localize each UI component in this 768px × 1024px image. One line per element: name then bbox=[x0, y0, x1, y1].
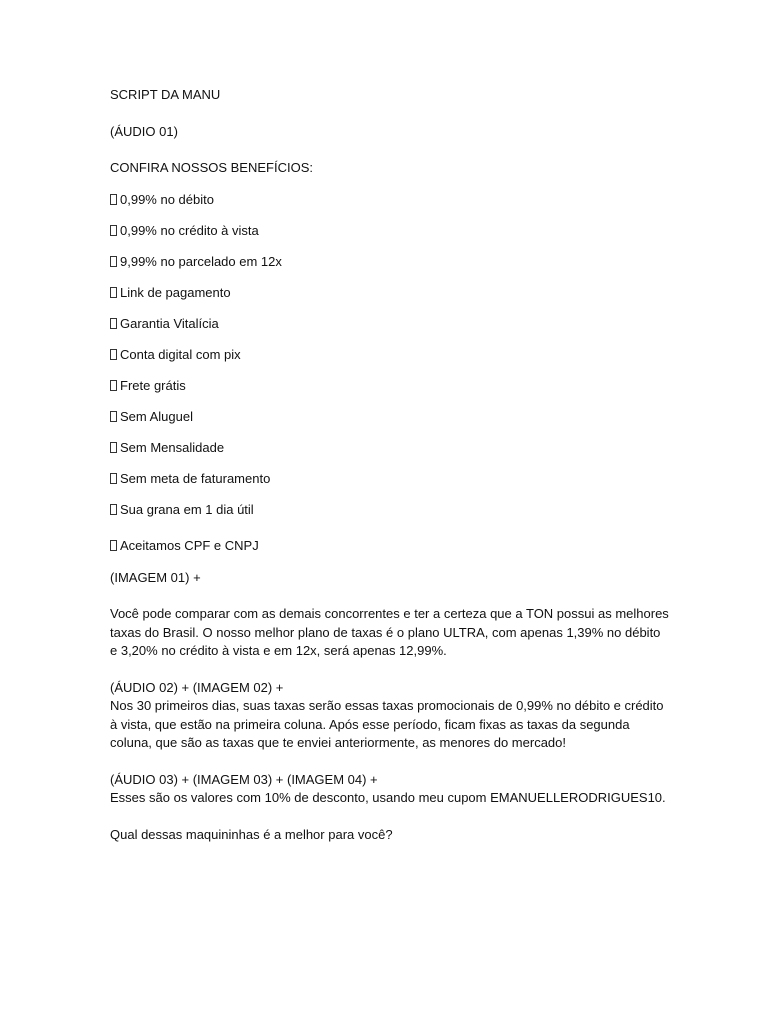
benefit-item bbox=[110, 191, 670, 210]
benefit-item bbox=[110, 284, 670, 303]
benefit-text: 0,99% no débito bbox=[120, 191, 214, 207]
missing-glyph-icon bbox=[110, 442, 117, 453]
audio-02-label: (ÁUDIO 02) + (IMAGEM 02) + bbox=[110, 679, 284, 695]
missing-glyph-icon bbox=[110, 540, 117, 551]
missing-glyph-icon bbox=[110, 225, 117, 236]
missing-glyph-icon bbox=[110, 411, 117, 422]
benefit-text: Link de pagamento bbox=[120, 284, 231, 300]
missing-glyph-icon bbox=[110, 287, 117, 298]
document-content bbox=[110, 86, 670, 862]
benefit-text: Sem meta de faturamento bbox=[120, 470, 271, 486]
audio-02-paragraph: Nos 30 primeiros dias, suas taxas serão essas taxas promocionais de 0,99% no débito e crédito à vista, que estão na primeira coluna. Após esse período, ficam fixas as taxas da segunda coluna, que são as taxas que te enviei anteriormente, as menores do mercado! bbox=[110, 698, 664, 750]
missing-glyph-icon bbox=[110, 473, 117, 484]
benefit-item bbox=[110, 470, 670, 489]
comparison-paragraph: Você pode comparar com as demais concorrentes e ter a certeza que a TON possui as melhores taxas do Brasil. O nosso melhor plano de taxas é o plano ULTRA, com apenas 1,39% no débito e 3,20% no crédito à vista e em 12x, será apenas 12,99%. bbox=[110, 606, 669, 658]
closing-question: Qual dessas maquininhas é a melhor para você? bbox=[110, 826, 393, 842]
missing-glyph-icon bbox=[110, 504, 117, 515]
image-01-label: (IMAGEM 01) + bbox=[110, 569, 201, 585]
benefit-text: Aceitamos CPF e CNPJ bbox=[120, 538, 259, 553]
benefit-item bbox=[110, 315, 670, 334]
benefit-text: Sem Aluguel bbox=[120, 408, 193, 424]
missing-glyph-icon bbox=[110, 194, 117, 205]
benefit-text: Conta digital com pix bbox=[120, 346, 241, 362]
benefit-text: Sem Mensalidade bbox=[120, 439, 225, 455]
benefit-item bbox=[110, 253, 670, 272]
benefit-text: 9,99% no parcelado em 12x bbox=[120, 253, 282, 269]
benefits-list bbox=[110, 191, 670, 556]
document-title: SCRIPT DA MANU bbox=[110, 87, 221, 102]
benefit-item bbox=[110, 222, 670, 241]
benefit-item bbox=[110, 408, 670, 427]
missing-glyph-icon bbox=[110, 256, 117, 267]
benefit-text: Frete grátis bbox=[120, 377, 186, 393]
benefit-text: 0,99% no crédito à vista bbox=[120, 222, 259, 238]
benefits-heading: CONFIRA NOSSOS BENEFÍCIOS: bbox=[110, 160, 313, 175]
benefit-text: Garantia Vitalícia bbox=[120, 315, 219, 331]
benefit-text: Sua grana em 1 dia útil bbox=[120, 501, 254, 517]
missing-glyph-icon bbox=[110, 318, 117, 329]
benefit-item bbox=[110, 537, 670, 556]
benefit-item bbox=[110, 346, 670, 365]
missing-glyph-icon bbox=[110, 380, 117, 391]
benefit-item bbox=[110, 377, 670, 396]
benefit-item bbox=[110, 439, 670, 458]
missing-glyph-icon bbox=[110, 349, 117, 360]
audio-03-paragraph: Esses são os valores com 10% de desconto, usando meu cupom EMANUELLERODRIGUES10. bbox=[110, 790, 666, 805]
audio-03-label: (ÁUDIO 03) + (IMAGEM 03) + (IMAGEM 04) + bbox=[110, 771, 378, 787]
audio-01-label: (ÁUDIO 01) bbox=[110, 123, 178, 139]
benefit-item bbox=[110, 501, 670, 520]
